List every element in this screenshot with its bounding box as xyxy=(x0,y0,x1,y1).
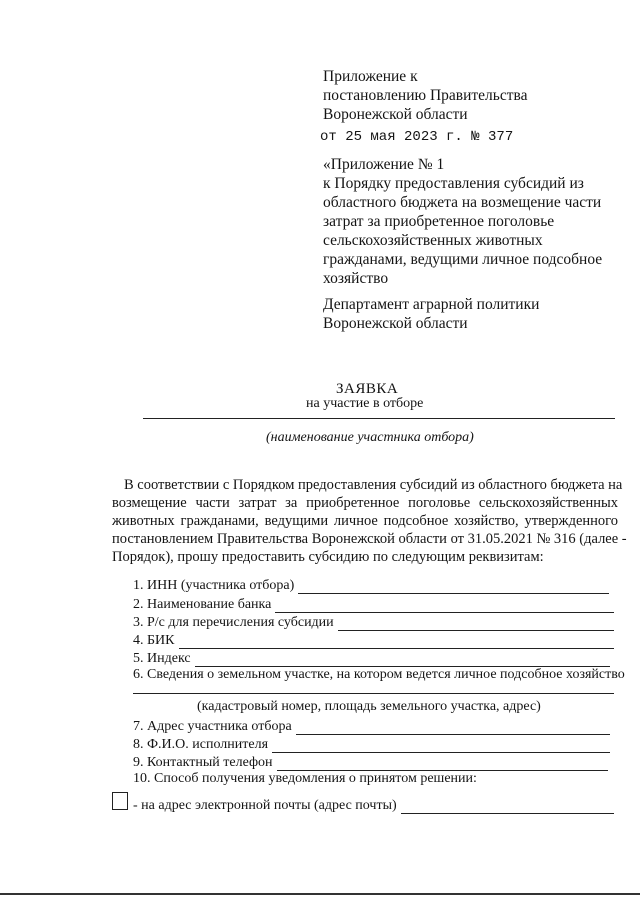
body-line: возмещение части затрат за приобретенное поголовье сельскохозяйственных xyxy=(112,495,618,511)
account-label: 3. Р/с для перечисления субсидии xyxy=(133,615,334,630)
annex-line: хозяйство xyxy=(323,270,389,287)
appendix-line-3: Воронежской области xyxy=(323,106,468,123)
postal-index-input-line[interactable] xyxy=(195,653,610,667)
page-bottom-edge xyxy=(0,893,640,895)
inn-field[interactable] xyxy=(133,576,609,594)
executor-name-label: 8. Ф.И.О. исполнителя xyxy=(133,737,269,752)
inn-label: 1. ИНН (участника отбора) xyxy=(133,578,295,593)
participant-name-caption: (наименование участника отбора) xyxy=(266,430,474,445)
land-plot-label: 6. Сведения о земельном участке, на котором ведется личное подсобное хозяйство xyxy=(133,667,625,682)
body-line: Порядок), прошу предоставить субсидию по следующим реквизитам: xyxy=(112,549,544,565)
bank-name-field[interactable] xyxy=(133,595,614,613)
annex-line: к Порядку предоставления субсидий из xyxy=(323,175,584,192)
body-paragraph xyxy=(112,476,627,566)
date-line: от 25 мая 2023 г. № 377 xyxy=(320,129,514,145)
bik-field[interactable] xyxy=(133,631,614,649)
inn-input-line[interactable] xyxy=(298,580,609,594)
land-plot-caption: (кадастровый номер, площадь земельного участка, адрес) xyxy=(197,699,541,714)
contact-phone-input-line[interactable] xyxy=(277,757,608,771)
annex-line: гражданами, ведущими личное подсобное xyxy=(323,251,603,268)
appendix-line-2: постановлению Правительства xyxy=(323,87,528,104)
body-line: постановлением Правительства Воронежской области от 31.05.2021 № 316 (далее - xyxy=(112,531,627,547)
notification-method-label: 10. Способ получения уведомления о принятом решении: xyxy=(133,771,477,786)
email-option-label: - на адрес электронной почты (адрес почты) xyxy=(133,798,397,813)
bank-name-input-line[interactable] xyxy=(275,599,614,613)
participant-address-label: 7. Адрес участника отбора xyxy=(133,719,292,734)
appendix-title: Приложение к xyxy=(323,68,418,85)
bik-input-line[interactable] xyxy=(179,635,615,649)
executor-name-field[interactable] xyxy=(133,735,610,753)
participant-address-input-line[interactable] xyxy=(296,721,610,735)
bik-label: 4. БИК xyxy=(133,633,175,648)
account-input-line[interactable] xyxy=(338,617,614,631)
annex-line: областного бюджета на возмещение части xyxy=(323,194,602,211)
annex-line: сельскохозяйственных животных xyxy=(323,232,543,249)
participant-name-line xyxy=(143,418,615,419)
postal-index-field[interactable] xyxy=(133,649,610,667)
postal-index-label: 5. Индекс xyxy=(133,651,191,666)
department-line: Воронежской области xyxy=(323,315,468,332)
email-address-field[interactable] xyxy=(133,796,614,814)
document-subtitle: на участие в отборе xyxy=(306,396,424,411)
body-line: животных гражданами, ведущими личное подсобное хозяйство, утвержденного xyxy=(112,513,618,529)
body-line: В соответствии с Порядком предоставления субсидий из областного бюджета на xyxy=(124,477,623,493)
participant-address-field[interactable] xyxy=(133,717,610,735)
contact-phone-label: 9. Контактный телефон xyxy=(133,755,273,770)
executor-name-input-line[interactable] xyxy=(272,739,610,753)
bank-name-label: 2. Наименование банка xyxy=(133,597,272,612)
email-option-checkbox[interactable] xyxy=(112,792,128,810)
land-plot-input-line[interactable] xyxy=(133,693,614,694)
annex-line: затрат за приобретенное поголовье xyxy=(323,213,555,230)
annex-line: «Приложение № 1 xyxy=(323,156,445,173)
document-title: ЗАЯВКА xyxy=(336,381,399,397)
department-line: Департамент аграрной политики xyxy=(323,296,540,313)
email-address-input-line[interactable] xyxy=(401,800,614,814)
contact-phone-field[interactable] xyxy=(133,753,608,771)
account-field[interactable] xyxy=(133,613,614,631)
